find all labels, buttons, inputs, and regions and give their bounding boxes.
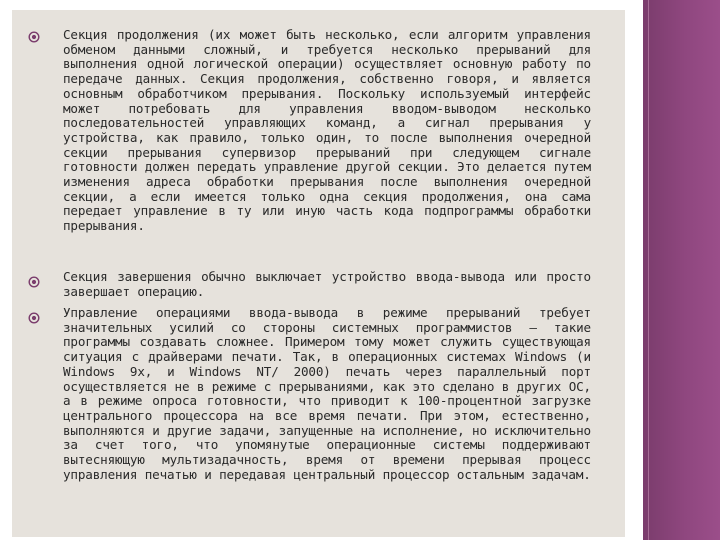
circled-dot-bullet-icon (28, 276, 40, 288)
side-accent-bar (643, 0, 720, 540)
side-band (625, 0, 643, 540)
circled-dot-bullet-icon (28, 312, 40, 324)
paragraph-continuation-section: Секция продолжения (их может быть несколько, если алгоритм управления обменом данными сложный, и требуется несколько прерываний для выполнения одной логической операции) осуществляет основную работу по передаче данных. Секция продолжения, собственно говоря, и является основным обработчиком прерывания. Поскольку используемый интерфейс может потребовать для управления вводом-выводом несколько последовательностей управляющих команд, а сигнал прерывания у устройства, как правило, только один, то после выполнения очередной секции прерывания супервизор прерываний при следующем сигнале готовности должен передать управление другой секции. Это делается путем изменения адреса обработки прерывания после выполнения очередной секции, а если имеется только одна секция продолжения, она сама передает управление в ту или иную часть кода подпрограммы обработки прерывания. (63, 27, 591, 234)
paragraph-completion-section: Секция завершения обычно выключает устройство ввода-вывода или просто завершает операцию. (63, 269, 591, 299)
paragraph-interrupt-io-management: Управление операциями ввода-вывода в режиме прерываний требует значительных усилий со стороны системных программистов — такие программы создавать сложнее. Примером тому может служить существующая ситуация с драйверами печати. Так, в операционных системах Windows (и Windows 9x, и Windows NT/ 2000) печать через параллельный порт осуществляется не в режиме с прерываниями, как это сделано в других ОС, а в режиме опроса готовности, что приводит к 100-процентной загрузке центрального процессора на все время печати. При этом, естественно, выполняются и другие задачи, запущенные на исполнение, но исключительно за счет того, что упомянутые операционные системы поддерживают вытесняющую мультизадачность, время от времени прерывая процесс управления печатью и передавая центральный процессор остальным задачам. (63, 305, 591, 482)
side-accent-line (648, 0, 649, 540)
circled-dot-bullet-icon (28, 31, 40, 43)
